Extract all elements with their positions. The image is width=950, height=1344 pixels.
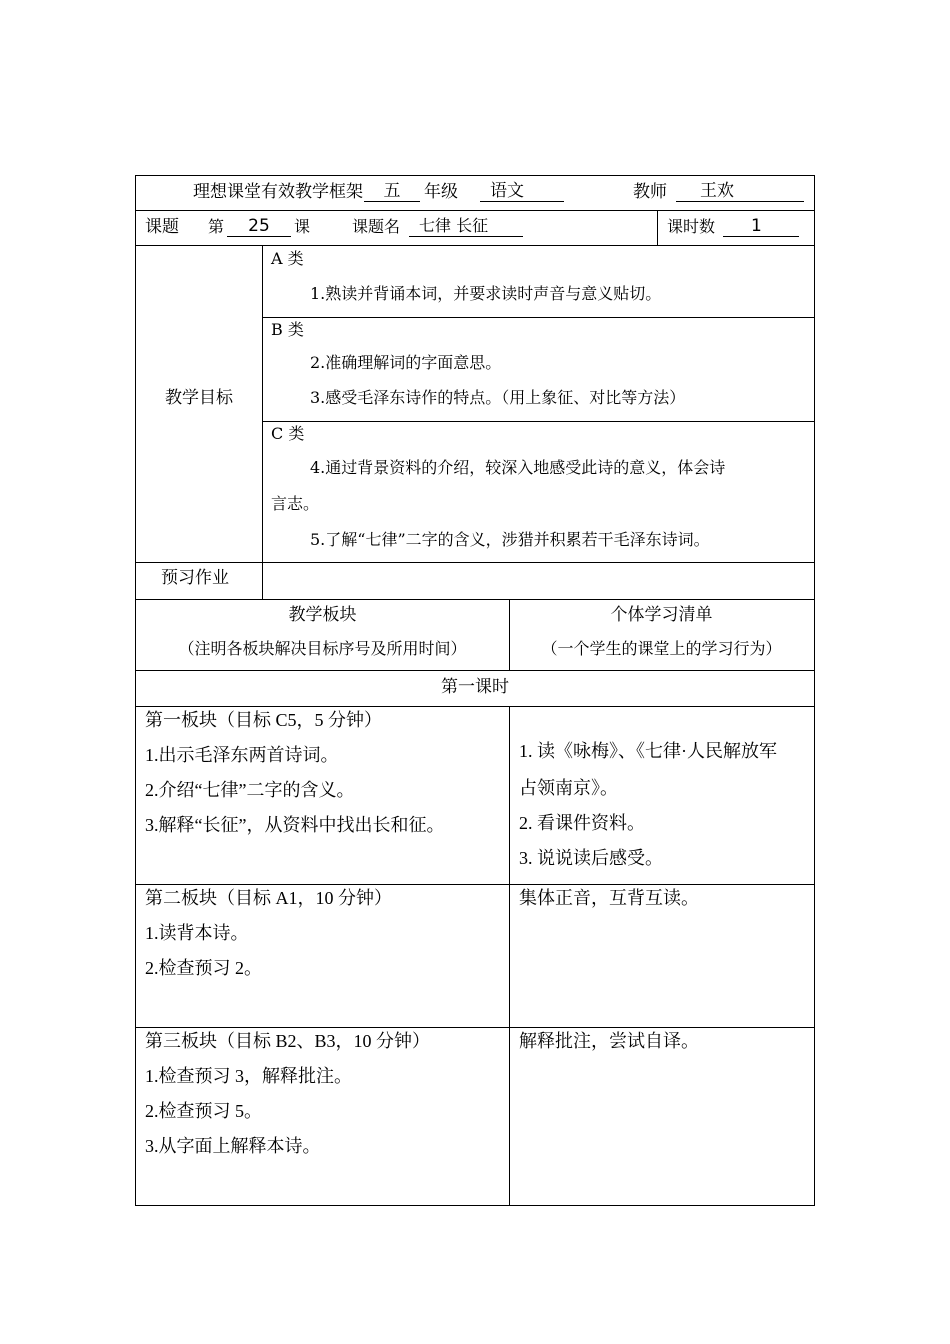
lesson-row — [136, 211, 814, 246]
lesson-ke: 课 — [294, 217, 311, 236]
block-3-left-line-1: 第三板块（目标 B2、B3，10 分钟） — [145, 1031, 431, 1051]
hours-label: 课时数 — [667, 217, 716, 236]
lesson-name: 七律 长征 — [409, 216, 523, 237]
block-2-left-line-1: 第二板块（目标 A1，10 分钟） — [145, 888, 392, 908]
goals-label: 教学目标 — [165, 388, 233, 408]
grade-label: 年级 — [424, 182, 458, 202]
block-1-left-line-3: 2.介绍“七律”二字的含义。 — [145, 780, 355, 800]
header-row — [136, 176, 814, 211]
period-row — [136, 671, 814, 707]
goal-a-title: A 类 — [271, 249, 304, 268]
block-1-right-line-3: 2. 看课件资料。 — [519, 813, 645, 833]
lesson-plan-table — [135, 175, 815, 1206]
subject-value: 语文 — [480, 181, 564, 202]
page-title: 理想课堂有效教学框架 — [193, 182, 363, 202]
block-row-1 — [136, 707, 814, 885]
block-1-right-line-1: 1. 读《咏梅》、《七律·人民解放军 — [519, 741, 777, 761]
block-3-left-line-3: 2.检查预习 5。 — [145, 1101, 262, 1121]
divider — [262, 563, 263, 599]
preview-row — [136, 563, 814, 600]
teacher-value: 王欢 — [676, 181, 804, 202]
divider — [509, 707, 510, 884]
grade-value: 五 — [364, 181, 420, 202]
left-column-title: 教学板块 — [288, 605, 357, 625]
goal-c-title: C 类 — [271, 424, 305, 443]
divider — [509, 885, 510, 1027]
block-3-left-line-2: 1.检查预习 3，解释批注。 — [145, 1066, 352, 1086]
hours-value: 1 — [723, 216, 799, 237]
block-1-left-line-4: 3.解释“长征”，从资料中找出长和征。 — [145, 815, 445, 835]
divider — [262, 246, 263, 562]
preview-label: 预习作业 — [161, 568, 229, 588]
divider — [509, 1028, 510, 1205]
goal-item-4-line-1: 4.通过背景资料的介绍，较深入地感受此诗的意义，体会诗 — [310, 458, 726, 477]
block-1-left-line-2: 1.出示毛泽东两首诗词。 — [145, 745, 339, 765]
period-title: 第一课时 — [441, 677, 509, 697]
lesson-di: 第 — [208, 217, 225, 236]
lesson-number: 25 — [227, 216, 291, 237]
goal-item-2: 2.准确理解词的字面意思。 — [310, 353, 502, 372]
divider — [262, 421, 814, 422]
topic-label: 课题 — [145, 217, 179, 237]
block-3-left-line-4: 3.从字面上解释本诗。 — [145, 1136, 321, 1156]
column-header-row — [136, 600, 814, 671]
goal-item-4-line-2: 言志。 — [271, 494, 320, 513]
block-1-right-line-4: 3. 说说读后感受。 — [519, 848, 663, 868]
teacher-label: 教师 — [633, 182, 667, 202]
goal-item-3: 3.感受毛泽东诗作的特点。（用上象征、对比等方法） — [310, 388, 686, 407]
block-2-right-line-1: 集体正音，互背互读。 — [519, 888, 699, 908]
lesson-name-label: 课题名 — [352, 217, 401, 236]
right-column-note: （一个学生的课堂上的学习行为） — [541, 639, 782, 658]
block-1-left-line-1: 第一板块（目标 C5，5 分钟） — [145, 710, 383, 730]
block-row-2 — [136, 885, 814, 1028]
left-column-note: （注明各板块解决目标序号及所用时间） — [178, 639, 467, 658]
goal-item-1: 1.熟读并背诵本词，并要求读时声音与意义贴切。 — [310, 284, 662, 303]
block-3-right-line-1: 解释批注，尝试自译。 — [519, 1031, 699, 1051]
goal-b-title: B 类 — [271, 320, 304, 339]
divider — [657, 211, 658, 245]
goals-row — [136, 246, 814, 563]
goal-item-5: 5.了解“七律”二字的含义，涉猎并积累若干毛泽东诗词。 — [310, 530, 710, 549]
block-row-3 — [136, 1028, 814, 1205]
right-column-title: 个体学习清单 — [610, 605, 713, 625]
block-2-left-line-2: 1.读背本诗。 — [145, 923, 249, 943]
divider — [262, 317, 814, 318]
block-2-left-line-3: 2.检查预习 2。 — [145, 958, 262, 978]
block-1-right-line-2: 占领南京》。 — [519, 778, 618, 798]
